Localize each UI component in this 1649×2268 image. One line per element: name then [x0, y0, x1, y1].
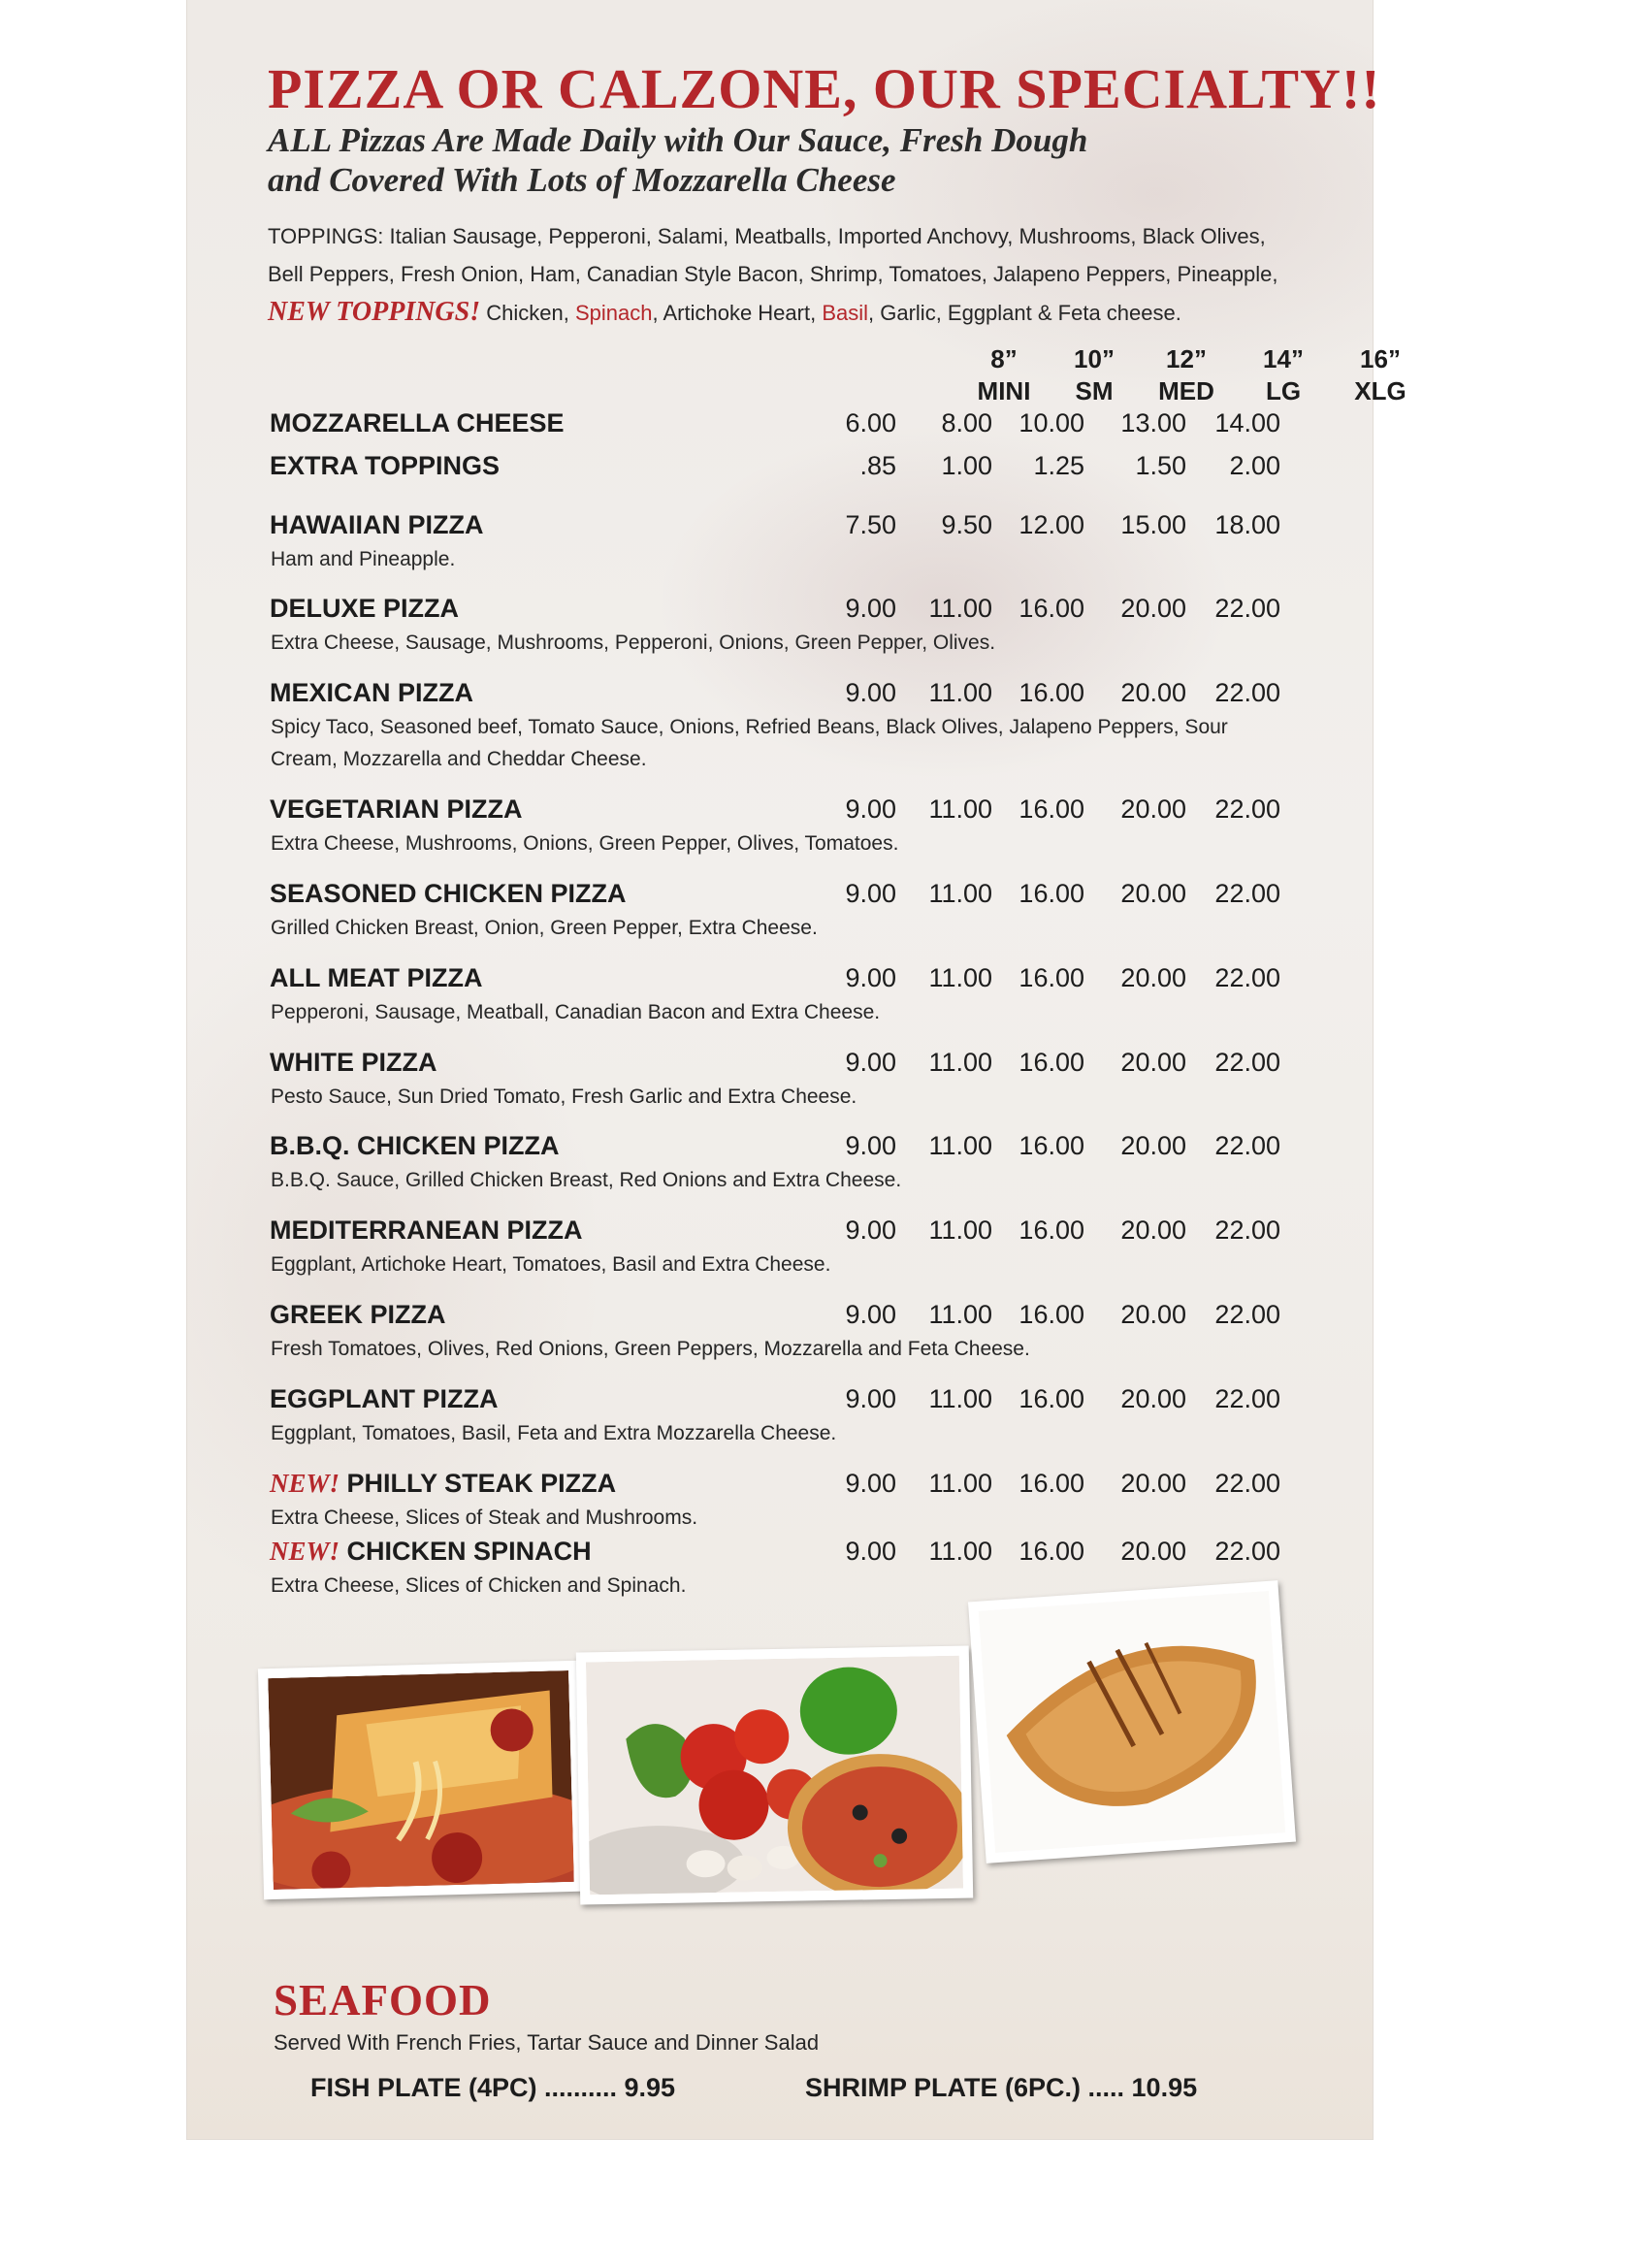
new-badge: NEW! [270, 1469, 340, 1498]
menu-item-description: Eggplant, Tomatoes, Basil, Feta and Extra Mozzarella Cheese. [271, 1422, 837, 1444]
menu-item-price: 9.00 [845, 1048, 896, 1077]
menu-item-name [270, 451, 500, 481]
item-title: EGGPLANT PIZZA [270, 1384, 499, 1413]
menu-item-price: 11.00 [928, 794, 992, 824]
menu-item-price: 1.25 [1033, 451, 1084, 480]
menu-item-price: 9.00 [845, 1131, 896, 1160]
menu-item-price: 16.00 [1018, 1048, 1084, 1077]
menu-item-price: 11.00 [928, 1131, 992, 1160]
menu-item-name [270, 1131, 560, 1161]
menu-item-price: 2.00 [1229, 451, 1280, 480]
seafood-title: SEAFOOD [274, 1976, 492, 2025]
menu-item-price: 9.00 [845, 1384, 896, 1413]
menu-item-name [270, 1215, 583, 1246]
menu-item-price: 16.00 [1018, 678, 1084, 707]
seafood-subtitle: Served With French Fries, Tartar Sauce and Dinner Salad [274, 2030, 820, 2055]
item-title: B.B.Q. CHICKEN PIZZA [270, 1131, 560, 1160]
menu-item-price: 22.00 [1214, 963, 1280, 992]
menu-item-price: 9.00 [845, 1300, 896, 1329]
menu-item-price: .85 [859, 451, 896, 480]
menu-item-price: 9.00 [845, 678, 896, 707]
toppings-list [268, 217, 1296, 332]
size-inches: 12” [1166, 344, 1207, 373]
shrimp-plate: SHRIMP PLATE (6PC.) ..... 10.95 [805, 2073, 1198, 2102]
subtitle-line-1: ALL Pizzas Are Made Daily with Our Sauce, Fresh Dough [268, 121, 1088, 159]
menu-item-price: 9.00 [845, 963, 896, 992]
menu-item-name [270, 594, 459, 624]
ingredients-image [586, 1656, 963, 1895]
size-column-header [1230, 343, 1337, 407]
menu-item-price: 9.00 [845, 1469, 896, 1498]
menu-item-description: Pesto Sauce, Sun Dried Tomato, Fresh Garlic and Extra Cheese. [271, 1085, 857, 1108]
menu-item-description: Grilled Chicken Breast, Onion, Green Pepper, Extra Cheese. [271, 917, 818, 939]
photo-pizza-slice [258, 1661, 584, 1900]
menu-item-description: Pepperoni, Sausage, Meatball, Canadian Bacon and Extra Cheese. [271, 1001, 881, 1023]
menu-item-price: 20.00 [1120, 879, 1186, 908]
menu-item-name [270, 1048, 436, 1078]
menu-item-price: 22.00 [1214, 794, 1280, 824]
page-subtitle [268, 120, 1087, 200]
new-toppings-text: , Artichoke Heart, [652, 301, 823, 325]
menu-item-price: 11.00 [928, 879, 992, 908]
menu-item-name [270, 794, 523, 825]
menu-item-price: 9.00 [845, 879, 896, 908]
menu-item-description: B.B.Q. Sauce, Grilled Chicken Breast, Red Onions and Extra Cheese. [271, 1169, 902, 1191]
menu-item-name [270, 1384, 499, 1414]
menu-item-price: 20.00 [1120, 1048, 1186, 1077]
page-title: PIZZA OR CALZONE, OUR SPECIALTY!! [268, 57, 1381, 120]
menu-item-price: 20.00 [1120, 1469, 1186, 1498]
menu-item-name [270, 408, 565, 438]
menu-item-name [270, 510, 484, 540]
new-badge: NEW! [270, 1537, 340, 1566]
menu-item-price: 1.00 [941, 451, 992, 480]
menu-item-price: 16.00 [1018, 594, 1084, 623]
menu-item-price: 12.00 [1018, 510, 1084, 539]
menu-item-price: 22.00 [1214, 1537, 1280, 1566]
size-label: MINI [977, 376, 1031, 405]
menu-item-name [270, 879, 627, 909]
item-title: EXTRA TOPPINGS [270, 451, 501, 480]
menu-item-price: 22.00 [1214, 1215, 1280, 1245]
menu-item-price: 10.00 [1018, 408, 1084, 437]
menu-item-price: 13.00 [1120, 408, 1186, 437]
pizza-slice-image [268, 1670, 574, 1890]
menu-item-price: 20.00 [1120, 1537, 1186, 1566]
item-title: DELUXE PIZZA [270, 594, 460, 623]
size-column-header [1041, 343, 1148, 407]
menu-item-price: 16.00 [1018, 1384, 1084, 1413]
menu-item-price: 11.00 [928, 1384, 992, 1413]
menu-item-price: 9.00 [845, 1215, 896, 1245]
menu-item-price: 22.00 [1214, 1300, 1280, 1329]
size-label: XLG [1354, 376, 1406, 405]
menu-item-description: Extra Cheese, Slices of Chicken and Spinach. [271, 1574, 687, 1597]
menu-item-price: 15.00 [1120, 510, 1186, 539]
menu-item-price: 22.00 [1214, 879, 1280, 908]
menu-item-price: 11.00 [928, 1469, 992, 1498]
menu-item-price: 6.00 [845, 408, 896, 437]
item-title: WHITE PIZZA [270, 1048, 437, 1077]
menu-item-price: 20.00 [1120, 1131, 1186, 1160]
photo-calzone [968, 1580, 1296, 1863]
subtitle-line-2: and Covered With Lots of Mozzarella Cheese [268, 161, 896, 199]
toppings-line-1: TOPPINGS: Italian Sausage, Pepperoni, Salami, Meatballs, Imported Anchovy, Mushrooms, Black Olives, [268, 224, 1266, 248]
menu-item-description: Extra Cheese, Slices of Steak and Mushrooms. [271, 1507, 698, 1529]
menu-item-price: 22.00 [1214, 1384, 1280, 1413]
size-label: SM [1075, 376, 1114, 405]
new-toppings-text: Chicken, [480, 301, 575, 325]
item-title: CHICKEN SPINACH [346, 1537, 592, 1566]
size-column-header [1133, 343, 1240, 407]
fish-plate: FISH PLATE (4PC) .......... 9.95 [310, 2073, 676, 2102]
item-title: MOZZARELLA CHEESE [270, 408, 565, 437]
menu-item-name [270, 1537, 592, 1567]
menu-item-price: 22.00 [1214, 1469, 1280, 1498]
new-toppings-text: , Garlic, Eggplant & Feta cheese. [868, 301, 1181, 325]
photo-ingredients [576, 1645, 973, 1904]
menu-item-price: 20.00 [1120, 1384, 1186, 1413]
menu-item-price: 20.00 [1120, 594, 1186, 623]
menu-item-price: 22.00 [1214, 1048, 1280, 1077]
menu-item-price: 16.00 [1018, 1469, 1084, 1498]
menu-item-price: 11.00 [928, 1215, 992, 1245]
menu-item-name [270, 1300, 446, 1330]
item-title: SEASONED CHICKEN PIZZA [270, 879, 627, 908]
size-inches: 16” [1360, 344, 1401, 373]
menu-page [187, 0, 1406, 2139]
menu-item-price: 20.00 [1120, 963, 1186, 992]
menu-item-price: 20.00 [1120, 1215, 1186, 1245]
menu-item-price: 11.00 [928, 594, 992, 623]
menu-item-price: 9.50 [941, 510, 992, 539]
menu-item-price: 11.00 [928, 1537, 992, 1566]
menu-item-price: 16.00 [1018, 963, 1084, 992]
menu-item-price: 16.00 [1018, 1300, 1084, 1329]
menu-item-price: 14.00 [1214, 408, 1280, 437]
menu-item-price: 8.00 [941, 408, 992, 437]
size-column-header [1327, 343, 1434, 407]
size-label: LG [1265, 376, 1302, 405]
item-title: PHILLY STEAK PIZZA [346, 1469, 617, 1498]
new-topping-spinach: Spinach [574, 301, 653, 325]
menu-item-description: Extra Cheese, Sausage, Mushrooms, Pepperoni, Onions, Green Pepper, Olives. [271, 632, 996, 654]
menu-item-description: Spicy Taco, Seasoned beef, Tomato Sauce, Onions, Refried Beans, Black Olives, Jalapeno Peppers, Sour Cream, Mozzarella and Cheddar Cheese. [271, 716, 1228, 770]
menu-item-price: 16.00 [1018, 1215, 1084, 1245]
menu-item-description: Eggplant, Artichoke Heart, Tomatoes, Basil and Extra Cheese. [271, 1253, 831, 1276]
menu-item-price: 16.00 [1018, 794, 1084, 824]
menu-item-price: 16.00 [1018, 1537, 1084, 1566]
menu-item-price: 11.00 [928, 678, 992, 707]
menu-item-price: 11.00 [928, 963, 992, 992]
menu-item-price: 11.00 [928, 1300, 992, 1329]
menu-item-price: 16.00 [1018, 879, 1084, 908]
menu-item-price: 22.00 [1214, 594, 1280, 623]
size-inches: 10” [1074, 344, 1115, 373]
item-title: MEDITERRANEAN PIZZA [270, 1215, 583, 1245]
menu-item-price: 18.00 [1214, 510, 1280, 539]
menu-item-price: 20.00 [1120, 1300, 1186, 1329]
menu-item-price: 9.00 [845, 594, 896, 623]
menu-item-name [270, 963, 482, 993]
menu-item-price: 20.00 [1120, 794, 1186, 824]
menu-item-price: 22.00 [1214, 1131, 1280, 1160]
toppings-line-2: Bell Peppers, Fresh Onion, Ham, Canadian Style Bacon, Shrimp, Tomatoes, Jalapeno Peppers, Pineapple, [268, 262, 1278, 286]
menu-item-price: 7.50 [845, 510, 896, 539]
menu-item-description: Ham and Pineapple. [271, 548, 456, 570]
toppings-line-new [268, 293, 1296, 332]
item-title: VEGETARIAN PIZZA [270, 794, 523, 824]
item-title: ALL MEAT PIZZA [270, 963, 483, 992]
size-label: MED [1158, 376, 1214, 405]
item-title: HAWAIIAN PIZZA [270, 510, 484, 539]
menu-item-price: 20.00 [1120, 678, 1186, 707]
menu-item-price: 9.00 [845, 794, 896, 824]
menu-item-price: 9.00 [845, 1537, 896, 1566]
menu-item-price: 16.00 [1018, 1131, 1084, 1160]
item-title: GREEK PIZZA [270, 1300, 446, 1329]
menu-item-name [270, 1469, 616, 1499]
menu-item-description: Fresh Tomatoes, Olives, Red Onions, Green Peppers, Mozzarella and Feta Cheese. [271, 1338, 1030, 1360]
menu-item-description: Extra Cheese, Mushrooms, Onions, Green Pepper, Olives, Tomatoes. [271, 832, 899, 855]
menu-item-name [270, 678, 473, 708]
size-inches: 8” [990, 344, 1018, 373]
new-toppings-label: NEW TOPPINGS! [268, 297, 481, 327]
calzone-image [979, 1591, 1286, 1853]
menu-item-price: 1.50 [1135, 451, 1186, 480]
new-topping-basil: Basil [822, 301, 869, 325]
menu-item-price: 11.00 [928, 1048, 992, 1077]
menu-item-price: 22.00 [1214, 678, 1280, 707]
item-title: MEXICAN PIZZA [270, 678, 474, 707]
size-inches: 14” [1263, 344, 1304, 373]
